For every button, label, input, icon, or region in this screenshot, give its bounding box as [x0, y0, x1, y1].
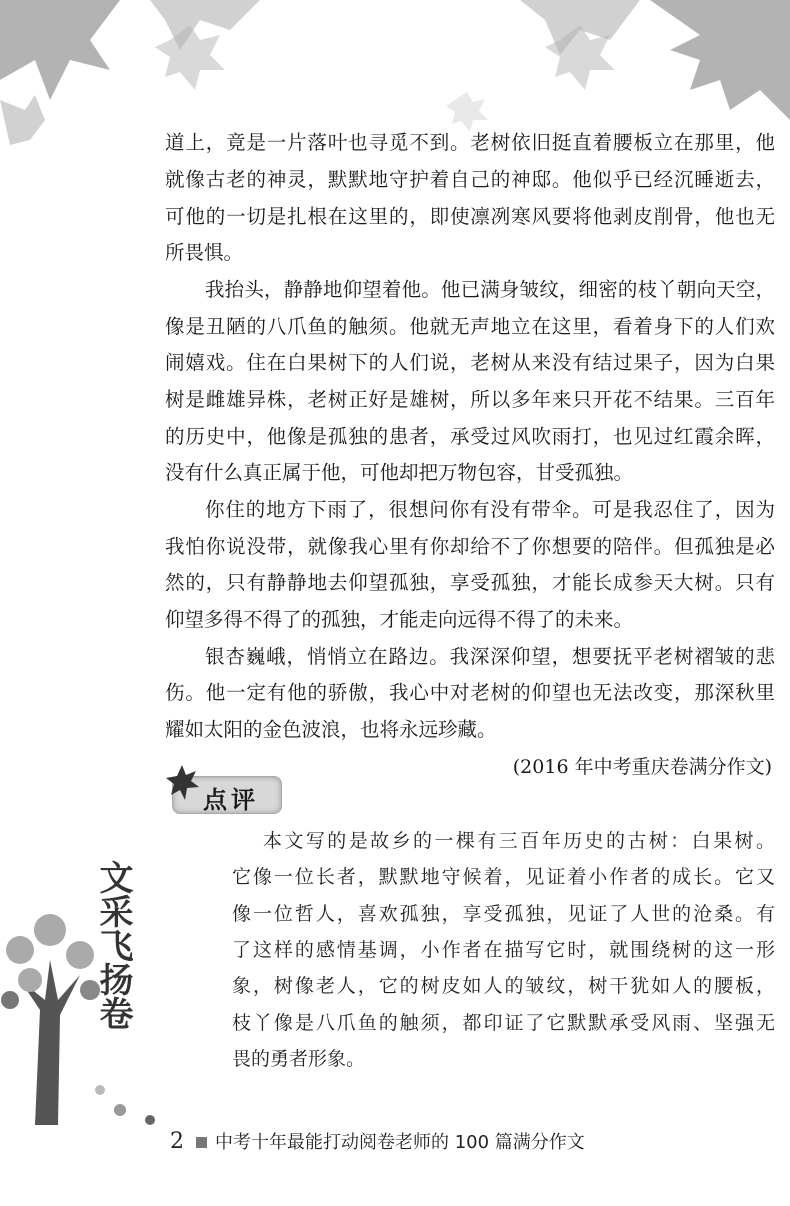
essay-line: 像是丑陋的八爪鱼的触须。他就无声地立在这里，看着身下的人们欢 — [165, 315, 775, 338]
essay-line: 就像古老的神灵，默默地守护着自己的神邸。他似乎已经沉睡逝去， — [165, 168, 775, 191]
essay-line: 树是雌雄异株，老树正好是雄树，所以多年来只开花不结果。三百年 — [165, 388, 775, 411]
essay-line: 耀如太阳的金色波浪，也将永远珍藏。 — [165, 718, 497, 741]
critique-line: 本文写的是故乡的一棵有三百年历史的古树：白果树。 — [263, 830, 775, 852]
essay-line: 所畏惧。 — [165, 241, 244, 264]
square-bullet-icon — [196, 1137, 207, 1148]
essay-line: 伤。他一定有他的骄傲，我心中对老树的仰望也无法改变，那深秋里 — [165, 681, 775, 704]
critique-line: 了这样的感情基调，小作者在描写它时，就围绕树的这一形 — [232, 939, 775, 961]
essay-citation: (2016 年中考重庆卷满分作文) — [512, 756, 772, 778]
essay-line: 你住的地方下雨了，很想问你有没有带伞。可是我忍住了，因为 — [205, 498, 775, 521]
essay-line: 我抬头，静静地仰望着他。他已满身皱纹，细密的枝丫朝向天空， — [205, 278, 775, 301]
essay-line: 可他的一切是扎根在这里的，即使凛冽寒风要将他剥皮削骨，他也无 — [165, 205, 775, 228]
book-title: 中考十年最能打动阅卷老师的 100 篇满分作文 — [215, 1132, 585, 1153]
tree-illustration — [0, 880, 160, 1130]
critique-line: 像一位哲人，喜欢孤独，享受孤独，见证了人世的沧桑。有 — [232, 903, 775, 925]
side-title: 文采飞扬卷 — [93, 860, 133, 1030]
essay-line: 的历史中，他像是孤独的患者，承受过风吹雨打，也见过红霞余晖， — [165, 425, 775, 448]
critique-line: 畏的勇者形象。 — [232, 1048, 366, 1070]
essay-line: 闹嬉戏。住在白果树下的人们说，老树从来没有结过果子，因为白果 — [165, 351, 775, 374]
essay-line: 仰望多得不得了的孤独，才能走向远得不得了的未来。 — [165, 608, 634, 631]
essay-line: 没有什么真正属于他，可他却把万物包容，甘受孤独。 — [165, 461, 634, 484]
essay-line: 我怕你说没带，就像我心里有你却给不了你想要的陪伴。但孤独是必 — [165, 535, 775, 558]
page-number: 2 — [170, 1129, 184, 1154]
essay-line: 然的，只有静静地去仰望孤独，享受孤独，才能长成参天大树。只有 — [165, 571, 775, 594]
leaf-icon — [165, 763, 199, 803]
essay-line: 道上，竟是一片落叶也寻觅不到。老树依旧挺直着腰板立在那里，他 — [165, 131, 775, 154]
page-footer — [170, 1128, 585, 1154]
critique-line: 它像一位长者，默默地守候着，见证着小作者的成长。它又 — [232, 866, 775, 888]
essay-line: 银杏巍峨，悄悄立在路边。我深深仰望，想要抚平老树褶皱的悲 — [205, 645, 775, 668]
critique-line: 象，树像老人，它的树皮如人的皱纹，树干犹如人的腰板， — [232, 975, 775, 997]
critique-heading: 点评 — [203, 786, 259, 814]
critique-line: 枝丫像是八爪鱼的触须，都印证了它默默承受风雨、坚强无 — [232, 1012, 775, 1034]
critique-heading-badge — [172, 776, 282, 814]
